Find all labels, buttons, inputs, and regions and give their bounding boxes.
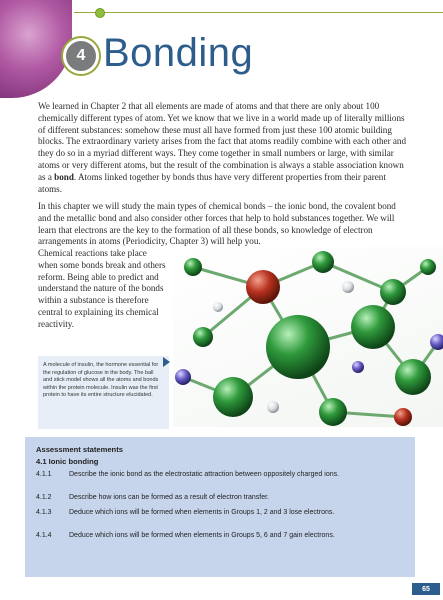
caption-pointer — [163, 357, 170, 367]
assessment-item-text: Deduce which ions will be formed when elements in Groups 1, 2 and 3 lose electrons. — [69, 509, 335, 516]
chapter-corner-graphic — [0, 0, 72, 98]
chapter-number-badge: 4 — [63, 38, 99, 74]
page-number: 65 — [412, 583, 440, 595]
reactions-paragraph: Chemical reactions take place when some bonds break and others reform. Being able to predict and understand the nature of the bonds within a substance is therefore central to explaining its chemical reactivity. — [38, 248, 166, 329]
assessment-item-number: 4.1.1 — [36, 471, 52, 478]
assessment-heading: Assessment statements — [36, 445, 123, 454]
assessment-item-text: Deduce which ions will be formed when elements in Groups 5, 6 and 7 gain electrons. — [69, 532, 335, 539]
insulin-molecule-image — [173, 247, 443, 427]
assessment-item-number: 4.1.2 — [36, 494, 52, 501]
header-dot — [95, 8, 105, 18]
assessment-item-text: Describe the ionic bond as the electrostatic attraction between oppositely charged ions. — [69, 471, 340, 478]
assessment-statements-box — [25, 437, 415, 577]
figure-caption: A molecule of insulin, the hormone essential for the regulation of glucose in the body. The ball and stick model shows all the atoms and bonds within the protein molecule. Insulin was the first protein to have its entire structure elucidated. — [38, 356, 169, 429]
assessment-item-text: Describe how ions can be formed as a result of electron transfer. — [69, 494, 269, 501]
assessment-section-title: 4.1 Ionic bonding — [36, 457, 99, 466]
molecule-illustration — [173, 247, 443, 427]
bond-term: bond — [54, 171, 74, 182]
header-rule — [74, 12, 443, 13]
chapter-overview-paragraph: In this chapter we will study the main types of chemical bonds – the ionic bond, the covalent bond and the metallic bond and also consider other forces that help to hold substances together. We will learn that electrons are the key to the formation of all these bonds, so knowledge of electron arrangements in atoms (Periodicity, Chapter 3) will help you. — [38, 201, 396, 247]
assessment-item-number: 4.1.4 — [36, 532, 52, 539]
chapter-title: Bonding — [103, 31, 254, 75]
assessment-item-number: 4.1.3 — [36, 509, 52, 516]
intro-paragraph: We learned in Chapter 2 that all elements are made of atoms and that there are only about 100 chemically different types of atom. Yet we know that we live in a world made up of literally millions of different substances: somehow these must all have formed from just these 100 atomic building blocks. The extraordinary variety arises from the fact that atoms readily combine with each other and they do so in a myriad different ways. They come together in small numbers or large, with similar atoms or very different atoms, but the result of the combination is always a stable association known as a bond. Atoms linked together by bonds thus have very different properties from their parent atoms. — [38, 101, 406, 194]
